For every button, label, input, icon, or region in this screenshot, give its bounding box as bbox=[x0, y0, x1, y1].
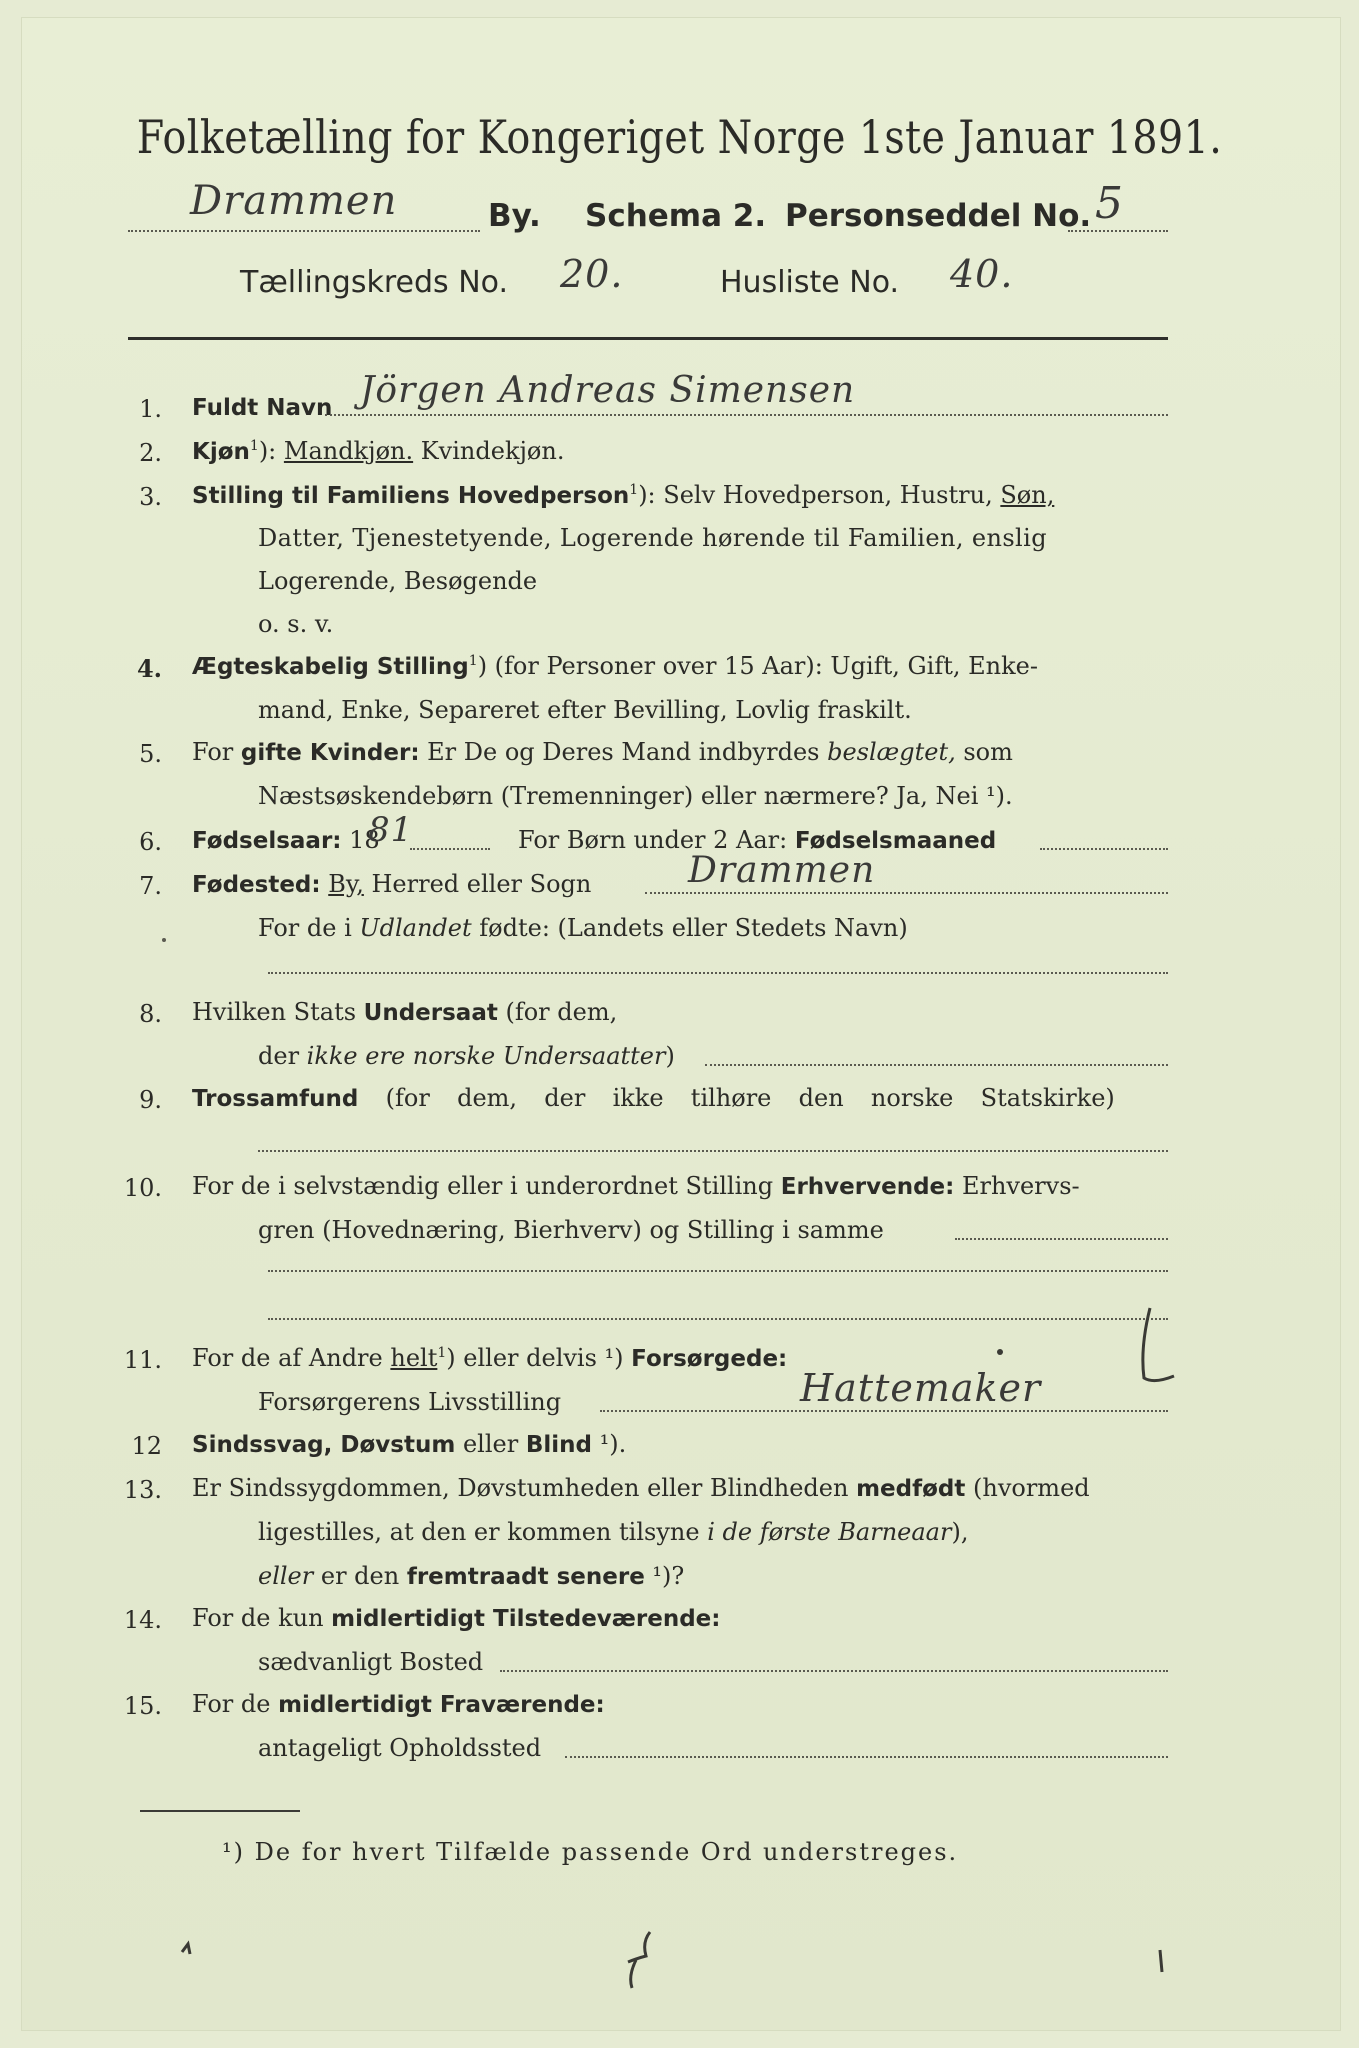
field-15-text: For de bbox=[192, 1690, 279, 1718]
footnote-mark: 1 bbox=[629, 482, 639, 498]
field-7-text: Herred eller Sogn bbox=[363, 870, 592, 898]
field-15-line-2: antageligt Opholdssted bbox=[258, 1734, 542, 1762]
field-11-text-2: ) eller delvis ¹) bbox=[446, 1344, 632, 1372]
field-number: 11. bbox=[123, 1346, 162, 1374]
field-number: 10. bbox=[123, 1174, 162, 1202]
field-8-tail: (for dem, bbox=[497, 998, 618, 1026]
personseddel-label: Personseddel No. bbox=[785, 198, 1092, 234]
field-1-value-handwritten: Jörgen Andreas Simensen bbox=[360, 370, 856, 411]
pencil-tick-center bbox=[628, 1932, 650, 1988]
field-number: 12 bbox=[131, 1432, 162, 1460]
taellingskreds-number: 20. bbox=[560, 252, 624, 296]
field-5-tail: som bbox=[955, 738, 1013, 766]
field-8-line-2-b: ) bbox=[665, 1042, 675, 1070]
field-3-line-4: o. s. v. bbox=[258, 610, 334, 638]
field-13-line-2-a: ligestilles, at den er kommen tilsyne bbox=[258, 1518, 708, 1546]
field-5-label: gifte Kvinder: bbox=[240, 740, 420, 766]
field-12-label: Sindssvag, Døvstum bbox=[192, 1432, 456, 1458]
field-2-label: Kjøn bbox=[192, 439, 250, 465]
field-6-year-prefix: 18 bbox=[341, 826, 380, 854]
field-10-line-2: gren (Hovednæring, Bierhverv) og Stilling i samme bbox=[258, 1216, 884, 1244]
field-12-label-2: Blind bbox=[525, 1432, 592, 1458]
field-7-line-2-italic: Udlandet bbox=[359, 914, 472, 942]
field-number: 4. bbox=[136, 654, 162, 683]
field-7-value-handwritten: Drammen bbox=[688, 850, 876, 891]
field-13-line-3-bold: fremtraadt senere bbox=[406, 1564, 645, 1590]
field-6-label: Fødselsaar: bbox=[192, 828, 342, 854]
field-number: 3. bbox=[139, 483, 162, 511]
field-8-line-2-italic: ikke ere norske Undersaatter bbox=[306, 1042, 666, 1070]
field-1-label: Fuldt Navn bbox=[192, 395, 333, 421]
field-14-line-2: sædvanligt Bosted bbox=[258, 1648, 484, 1676]
field-13-label: medfødt bbox=[856, 1476, 966, 1502]
place-handwritten: Drammen bbox=[190, 178, 398, 224]
field-number: 15. bbox=[123, 1692, 162, 1720]
field-number: 8. bbox=[139, 1000, 162, 1028]
field-11-line-2: Forsørgerens Livsstilling bbox=[258, 1388, 562, 1416]
field-number: 6. bbox=[139, 828, 162, 856]
field-4-line-2: mand, Enke, Separeret efter Bevilling, Lovlig fraskilt. bbox=[258, 696, 912, 724]
field-14-label: midlertidigt Tilstedeværende: bbox=[331, 1606, 721, 1632]
field-13-line-2-b: ), bbox=[951, 1518, 969, 1546]
field-number: 9. bbox=[139, 1086, 162, 1114]
field-13-line-3-italic: eller bbox=[258, 1562, 314, 1590]
field-number: 7. bbox=[139, 872, 162, 900]
field-6-label-2: Fødselsmaaned bbox=[794, 828, 997, 854]
field-number: 13. bbox=[123, 1476, 162, 1504]
footnote-mark: 1 bbox=[468, 653, 478, 669]
field-5-text: Er De og Deres Mand indbyrdes bbox=[419, 738, 828, 766]
field-11-value-handwritten: Hattemaker bbox=[800, 1366, 1042, 1410]
field-number: 1. bbox=[139, 395, 162, 423]
field-3-label: Stilling til Familiens Hovedperson bbox=[192, 483, 630, 509]
field-number: 5. bbox=[139, 740, 162, 768]
personseddel-number: 5 bbox=[1095, 178, 1124, 229]
field-9-label: Trossamfund bbox=[192, 1086, 359, 1112]
field-6-year-handwritten: 81 bbox=[368, 810, 414, 850]
field-7-line-2-a: For de i bbox=[258, 914, 360, 942]
field-12-tail: ¹). bbox=[591, 1430, 627, 1458]
field-8-line-2-a: der bbox=[258, 1042, 307, 1070]
field-8-label: Undersaat bbox=[363, 1000, 498, 1026]
field-2-separator: ): bbox=[258, 437, 284, 465]
field-3-line-2: Datter, Tjenestetyende, Logerende hørende til Familien, enslig bbox=[258, 524, 1047, 552]
field-8-text: Hvilken Stats bbox=[192, 998, 364, 1026]
footnote-mark: 1 bbox=[249, 438, 259, 454]
form-title: Folketælling for Kongeriget Norge 1ste Januar 1891. bbox=[136, 110, 1223, 164]
field-9-text: (for dem, der ikke tilhøre den norske Statskirke) bbox=[358, 1084, 1115, 1112]
field-number: 2. bbox=[139, 439, 162, 467]
field-10-tail: Erhvervs- bbox=[954, 1172, 1080, 1200]
field-13-line-2-italic: i de første Barneaar bbox=[707, 1518, 952, 1546]
by-label: By. bbox=[488, 198, 541, 234]
field-11-pencil-dot bbox=[997, 1349, 1003, 1355]
field-7-line-2-b: fødte: (Landets eller Stedets Navn) bbox=[471, 914, 908, 942]
husliste-number: 40. bbox=[950, 252, 1014, 296]
field-7-underlined-option: By, bbox=[328, 870, 364, 898]
field-5-prefix: For bbox=[192, 738, 241, 766]
pencil-tick-left bbox=[182, 1944, 190, 1954]
field-14-text: For de kun bbox=[192, 1604, 332, 1632]
pencil-tick-right bbox=[1160, 1950, 1162, 1972]
field-6-mid: For Børn under 2 Aar: bbox=[518, 826, 795, 854]
field-13-tail: (hvormed bbox=[965, 1474, 1090, 1502]
field-4-label: Ægteskabelig Stilling bbox=[192, 654, 469, 680]
schema-label: Schema 2. bbox=[585, 198, 767, 234]
field-11-pencil-flourish bbox=[1143, 1308, 1174, 1381]
field-11-label: Forsørgede: bbox=[631, 1346, 788, 1372]
field-number: 14. bbox=[123, 1606, 162, 1634]
field-12-text: eller bbox=[455, 1430, 526, 1458]
footnote: ¹) De for hvert Tilfælde passende Ord understreges. bbox=[222, 1838, 959, 1866]
husliste-label: Husliste No. bbox=[720, 265, 900, 300]
field-2-underlined-option: Mandkjøn. bbox=[283, 437, 414, 465]
field-3-line-3: Logerende, Besøgende bbox=[258, 567, 538, 595]
field-4-text: ) (for Personer over 15 Aar): Ugift, Gift, Enke- bbox=[477, 652, 1038, 680]
field-11-text: For de af Andre bbox=[192, 1344, 391, 1372]
field-5-italic: beslægtet, bbox=[827, 738, 956, 766]
field-10-text: For de i selvstændig eller i underordnet Stilling bbox=[192, 1172, 781, 1200]
field-5-line-2: Næstsøskendebørn (Tremenninger) eller nærmere? Ja, Nei ¹). bbox=[258, 782, 1013, 810]
field-13-line-3-a: er den bbox=[313, 1562, 407, 1590]
field-3-options: ): Selv Hovedperson, Hustru, bbox=[638, 481, 1001, 509]
field-15-label: midlertidigt Fraværende: bbox=[278, 1692, 605, 1718]
field-7-label: Fødested: bbox=[192, 872, 321, 898]
field-3-underlined-option: Søn, bbox=[1000, 481, 1055, 509]
field-2-other-option: Kvindekjøn. bbox=[413, 437, 565, 465]
field-13-text: Er Sindssygdommen, Døvstumheden eller Blindheden bbox=[192, 1474, 857, 1502]
taellingskreds-label: Tællingskreds No. bbox=[240, 265, 508, 300]
field-13-line-3-c: ¹)? bbox=[644, 1562, 685, 1590]
footnote-mark: 1 bbox=[437, 1345, 447, 1361]
field-10-label: Erhvervende: bbox=[780, 1174, 955, 1200]
margin-dot bbox=[162, 938, 166, 942]
field-11-underlined-option: helt bbox=[390, 1344, 438, 1372]
